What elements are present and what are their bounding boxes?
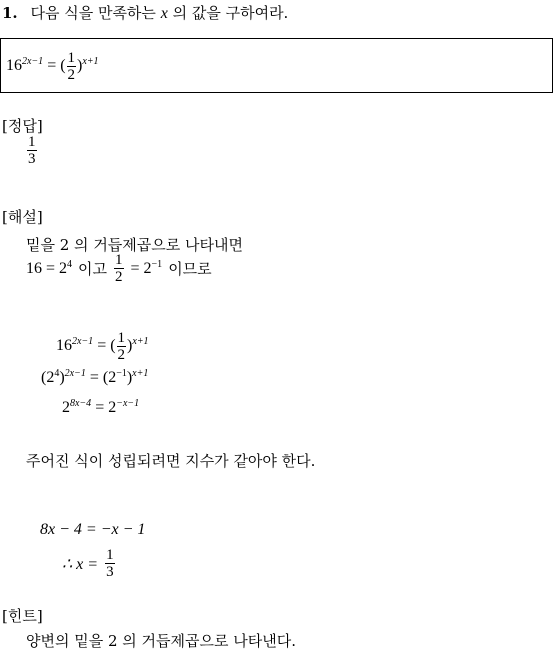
eq1-lhs: 16 (56, 337, 72, 355)
eq2-lhs-inner: 4 (54, 368, 60, 379)
problem-number: 1. (2, 4, 18, 22)
eq-frac-num: 1 (67, 50, 76, 66)
eq-base: 16 (6, 57, 22, 75)
hint-text: 양변의 밑을 2 의 거듭제곱으로 나타낸다. (26, 632, 296, 650)
eq-rhs-exp: x+1 (82, 56, 99, 68)
answer-value (26, 134, 38, 167)
eq-close: ) (77, 57, 83, 75)
explanation-eq2 (41, 369, 148, 387)
problem-statement (2, 2, 288, 23)
line2-c: = 2 (130, 259, 152, 277)
line2-frac-num: 1 (115, 252, 123, 268)
explanation-header: [해설] (2, 208, 43, 226)
answer-num: 1 (28, 134, 36, 150)
eq-equals: = ( (47, 57, 66, 75)
problem-prompt-after: 의 값을 구하여라. (172, 4, 289, 22)
eq1-rhs-exp: x+1 (132, 336, 149, 348)
eq1-num: 1 (117, 330, 126, 346)
eq1-rhs: = ( (97, 337, 116, 355)
line2-a-exp: 4 (67, 258, 73, 270)
line2-b: 이고 (78, 260, 108, 278)
eq1-den: 2 (117, 347, 126, 363)
eq3-rhs: = 2 (95, 399, 117, 416)
eq3-lhs: 2 (62, 399, 70, 416)
eq2-rhs: = (2 (89, 369, 117, 386)
explanation-line2 (26, 252, 212, 285)
answer-den: 3 (28, 151, 36, 167)
problem-prompt-var: x (160, 5, 168, 22)
problem-equation (6, 50, 99, 83)
line2-d: 이므로 (168, 260, 212, 278)
eq5-num: 1 (106, 547, 114, 563)
explanation-line3: 주어진 식이 성립되려면 지수가 같아야 한다. (26, 452, 316, 470)
eq3-lhs-exp: 8x−4 (70, 398, 92, 409)
eq3-rhs-exp: −x−1 (116, 398, 140, 409)
eq2-rhs-close: ) (126, 369, 133, 386)
eq2-rhs-inner: −1 (116, 368, 127, 379)
line2-c-exp: −1 (151, 258, 163, 270)
answer-header: [정답] (2, 117, 43, 135)
eq-exp: 2x−1 (22, 56, 44, 68)
explanation-eq1 (56, 330, 149, 363)
eq2-rhs-exp: x+1 (132, 368, 149, 379)
eq2-lhs-exp: 2x−1 (64, 368, 86, 379)
eq1-close: ) (127, 337, 133, 355)
hint-header: [힌트] (2, 607, 43, 625)
line2-a: 16 = 2 (26, 259, 68, 277)
eq-frac-den: 2 (67, 67, 76, 83)
eq5-pre: ∴ x = (62, 555, 99, 573)
explanation-line1: 밑을 2 의 거듭제곱으로 나타내면 (26, 236, 243, 254)
eq2-lhs: (2 (41, 369, 55, 386)
explanation-eq4: 8x − 4 = −x − 1 (40, 521, 146, 538)
line2-frac-den: 2 (115, 269, 123, 285)
explanation-eq3 (62, 399, 139, 417)
eq1-lhs-exp: 2x−1 (72, 336, 94, 348)
eq5-den: 3 (106, 564, 114, 580)
eq-fraction (67, 50, 77, 83)
eq2-lhs-close: ) (59, 369, 65, 386)
explanation-eq5 (62, 547, 116, 580)
problem-prompt-before: 다음 식을 만족하는 (30, 4, 156, 22)
